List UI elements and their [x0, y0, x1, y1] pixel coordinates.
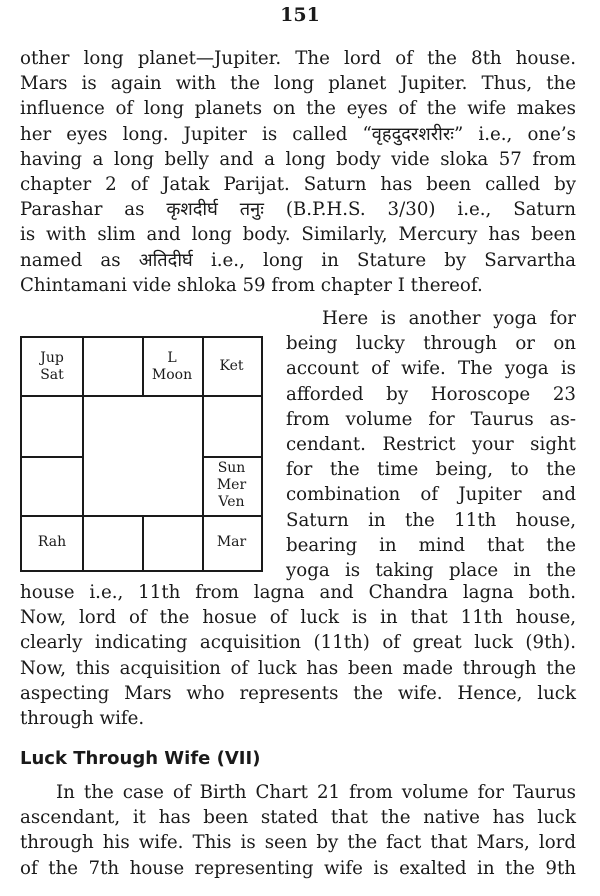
text-line: Here is another yoga for: [322, 308, 576, 329]
text-line: clearly indicating acquisition (11th) of great luck (9th).: [20, 632, 576, 654]
planet-label: Rah: [37, 534, 67, 550]
text-line: bearing in mind that the: [286, 534, 576, 556]
horoscope-chart: [20, 336, 263, 572]
text-line: of the 7th house representing wife is exalted in the 9th: [20, 857, 576, 879]
text-line: Saturn in the 11th house,: [286, 509, 576, 531]
text-line: combination of Jupiter and: [286, 484, 576, 506]
planet-label: L: [167, 349, 177, 366]
text-line: other long planet—Jupiter. The lord of the 8th house.: [20, 48, 576, 69]
chart-cell-house-5: [202, 456, 261, 515]
text-line: through his wife. This is seen by the fact that Mars, lord: [20, 832, 576, 854]
text-line: cendant. Restrict your sight: [286, 434, 576, 456]
planet-label: Mer: [216, 477, 247, 493]
text-line: having a long belly and a long body vide sloka 57 from: [20, 148, 576, 170]
paragraph-3: [20, 780, 576, 881]
text-line: being lucky through or on: [286, 333, 576, 355]
chart-cell-house-2: [142, 338, 202, 395]
text-line: house i.e., 11th from lagna and Chandra lagna both.: [20, 582, 576, 603]
text-line: chapter 2 of Jatak Parijat. Saturn has been called by: [20, 174, 576, 196]
section-heading: Luck Through Wife (VII): [20, 748, 261, 769]
chart-cell-house-11: [22, 395, 82, 456]
planet-label: Jup: [40, 349, 64, 366]
chart-cell-house-3: [202, 338, 261, 395]
chart-cell-house-6: [202, 515, 261, 570]
text-line: In the case of Birth Chart 21 from volume for Taurus: [56, 782, 576, 803]
text-line: influence of long planets on the eyes of the wife makes: [20, 98, 576, 120]
side-paragraph: [286, 306, 576, 583]
paragraph-2: [20, 580, 576, 731]
text-line: aspecting Mars who represents the wife. Hence, luck: [20, 682, 576, 704]
text-line: through wife.: [20, 708, 145, 730]
chart-cell-house-4: [202, 395, 261, 456]
planet-label: Sun: [217, 460, 246, 476]
planet-label: Moon: [151, 366, 193, 383]
chart-cell-house-1: [82, 338, 142, 395]
chart-cell-house-9: [22, 515, 82, 570]
chart-cell-house-10: [22, 456, 82, 515]
text-line: is with slim and long body. Similarly, Mercury has been: [20, 224, 576, 246]
text-line: her eyes long. Jupiter is called “वृहदुदरशरीरः” i.e., one’s: [20, 123, 576, 145]
planet-label: Ven: [218, 494, 245, 510]
paragraph-1: [20, 46, 576, 298]
text-line: from volume for Taurus as-: [286, 408, 576, 430]
text-line: afforded by Horoscope 23: [286, 383, 576, 405]
chart-cell-house-8: [82, 515, 142, 570]
text-line: account of wife. The yoga is: [286, 358, 576, 380]
text-line: for the time being, to the: [286, 459, 576, 481]
text-line: Now, lord of the hosue of luck is in that 11th house,: [20, 607, 576, 629]
text-line: yoga is taking place in the: [286, 560, 576, 582]
text-line: named as अतिदीर्घ i.e., long in Stature by Sarvartha: [20, 249, 576, 271]
planet-label: Mar: [216, 534, 247, 550]
chart-cell-house-12: [22, 338, 82, 395]
text-line: Mars is again with the long planet Jupiter. Thus, the: [20, 73, 576, 95]
page-number: 151: [280, 4, 320, 26]
text-line: Chintamani vide shloka 59 from chapter I thereof.: [20, 274, 483, 296]
text-line: Now, this acquisition of luck has been made through the: [20, 657, 576, 679]
text-line: ascendant, it has been stated that the native has luck: [20, 807, 576, 829]
chart-cell-house-7: [142, 515, 202, 570]
text-line: Parashar as कृशदीर्घ तनुः (B.P.H.S. 3/30) i.e., Saturn: [20, 199, 576, 221]
planet-label: Ket: [219, 358, 244, 374]
planet-label: Sat: [40, 366, 64, 383]
